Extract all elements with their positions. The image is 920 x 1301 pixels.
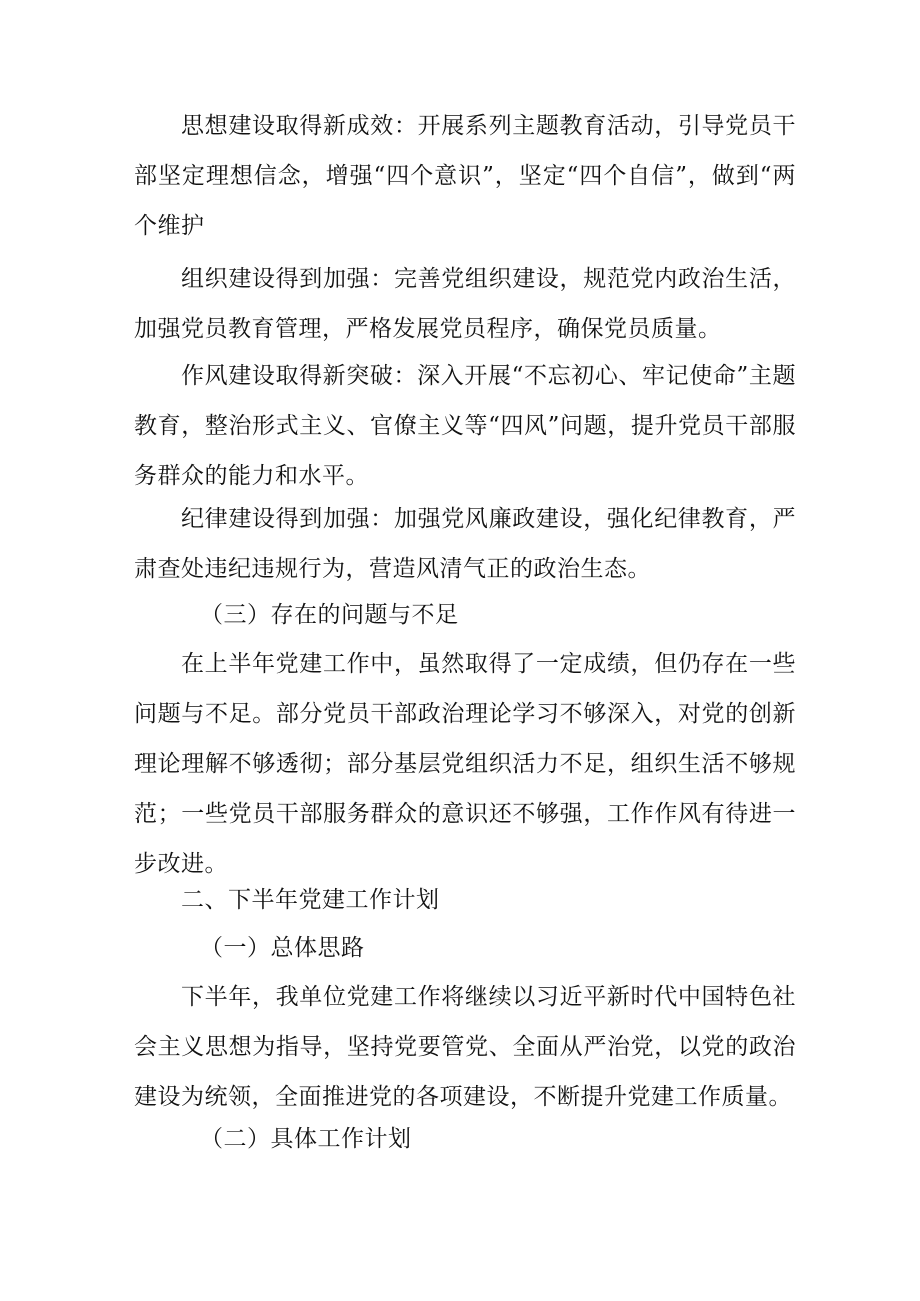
paragraph-ideological-building: 思想建设取得新成效：开展系列主题教育活动，引导党员干部坚定理想信念，增强“四个意识”，坚定“四个自信”，做到“两个维护 [134,113,796,239]
paragraph-discipline-building: 纪律建设得到加强：加强党风廉政建设，强化纪律教育，严肃查处违纪违规行为，营造风清气正的政治生态。 [134,506,796,582]
paragraph-organizational-building: 组织建设得到加强：完善党组织建设，规范党内政治生活，加强党员教育管理，严格发展党员程序，确保党员质量。 [134,266,796,342]
paragraph-overall-approach: 下半年，我单位党建工作将继续以习近平新时代中国特色社会主义思想为指导，坚持党要管党、全面从严治党，以党的政治建设为统领，全面推进党的各项建设，不断提升党建工作质量。 [134,984,796,1110]
heading-problems-shortcomings: （三）存在的问题与不足 [200,602,459,628]
heading-specific-plan: （二）具体工作计划 [200,1126,412,1152]
heading-overall-approach: （一）总体思路 [200,935,365,961]
paragraph-problems: 在上半年党建工作中，虽然取得了一定成绩，但仍存在一些问题与不足。部分党员干部政治理论学习不够深入，对党的创新理论理解不够透彻；部分基层党组织活力不足，组织生活不够规范；一些党员干部服务群众的意识还不够强，工作作风有待进一步改进。 [134,651,796,877]
heading-second-half-plan: 二、下半年党建工作计划 [181,887,440,913]
paragraph-style-building: 作风建设取得新突破：深入开展“不忘初心、牢记使命”主题教育，整治形式主义、官僚主义等“四风”问题，提升党员干部服务群众的能力和水平。 [134,363,796,489]
